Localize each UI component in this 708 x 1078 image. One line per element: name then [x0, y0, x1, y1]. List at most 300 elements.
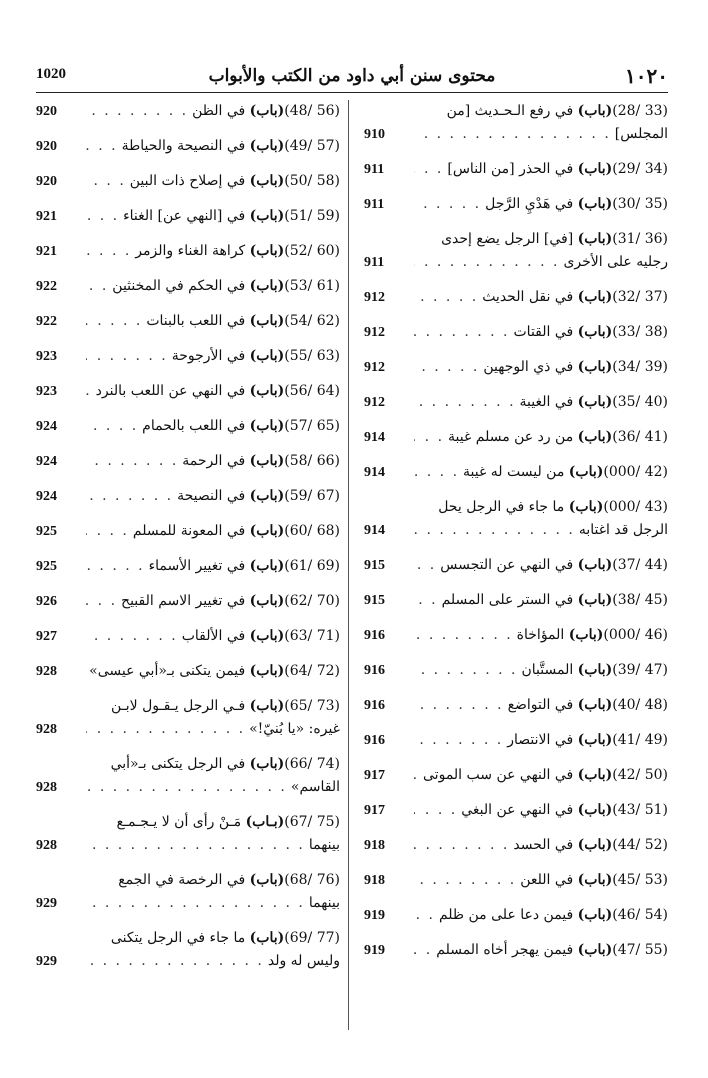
toc-entry-text: [483, 356, 668, 379]
chapter-title: في التواضع: [507, 697, 574, 713]
chapter-number: (30/ 35): [612, 196, 668, 212]
chapter-number: (32/ 37): [612, 289, 668, 305]
toc-entry: [364, 799, 668, 822]
toc-entry-line: [86, 892, 340, 915]
page-ref: 923: [36, 384, 57, 399]
toc-entry-text: [172, 345, 340, 368]
toc-entry-line: [86, 625, 340, 648]
dot-leader: [86, 135, 122, 158]
toc-entry-text: [461, 799, 668, 822]
page-ref: 929: [36, 954, 57, 969]
toc-entry-text: [309, 892, 340, 915]
toc-entry-line: [414, 391, 668, 414]
page-ref: 912: [364, 290, 385, 305]
bab-label: (باب): [249, 208, 285, 224]
chapter-title: في النهي عن سب الموتى: [423, 767, 574, 783]
toc-entry-line: [86, 380, 340, 403]
chapter-number: (28/ 33): [612, 103, 668, 119]
page-ref: 915: [364, 558, 385, 573]
chapter-number: (52/ 60): [284, 243, 340, 259]
chapter-title: فيمن يتكنى بـ«أبي عيسى»: [89, 663, 246, 679]
toc-entry-line: [414, 496, 668, 519]
chapter-title: في [النهي عن] الغناء: [123, 208, 246, 224]
toc-entry: [36, 205, 340, 228]
dot-leader: [414, 426, 448, 449]
toc-entry-line: [86, 927, 340, 950]
chapter-number: (36/ 41): [612, 429, 668, 445]
toc-entry: [36, 927, 340, 973]
dot-leader: [414, 939, 436, 962]
toc-entry-line: [86, 450, 340, 473]
dot-leader: [414, 286, 482, 309]
toc-entry: [36, 170, 340, 193]
chapter-number: (60/ 68): [284, 523, 340, 539]
chapter-number: (57/ 65): [284, 418, 340, 434]
chapter-title: في القتات: [513, 324, 574, 340]
toc-entry: [364, 228, 668, 274]
toc-entry: [36, 100, 340, 123]
chapter-title: في الظن: [192, 103, 246, 119]
chapter-title: في الحذر [من الناس]: [447, 161, 574, 177]
toc-entry-line: [414, 251, 668, 274]
dot-leader: [86, 718, 249, 741]
bab-label: (باب): [249, 173, 285, 189]
bab-label: (باب): [577, 557, 613, 573]
toc-entry-text: [133, 520, 340, 543]
page-ref: 928: [36, 838, 57, 853]
page-ref: 916: [364, 628, 385, 643]
dot-leader: [86, 415, 142, 438]
bab-label: (باب): [577, 592, 613, 608]
page-ref: 919: [364, 943, 385, 958]
chapter-number: (62/ 70): [284, 593, 340, 609]
chapter-title: [في] الرجل يضع إحدى: [441, 231, 574, 247]
toc-entry: [364, 554, 668, 577]
toc-entry: [364, 624, 668, 647]
dot-leader: [86, 590, 121, 613]
toc-entry-line: [414, 624, 668, 647]
toc-entry-line: [86, 695, 340, 718]
toc-entry: [364, 904, 668, 927]
bab-label: (باب): [577, 394, 613, 410]
bab-label: (باب): [577, 324, 613, 340]
toc-entry: [364, 158, 668, 181]
toc-entry-line: [414, 869, 668, 892]
toc-entry: [364, 461, 668, 484]
toc-entry-text: [89, 660, 340, 683]
toc-entry-line: [86, 520, 340, 543]
dot-leader: [86, 660, 89, 683]
page-ref: 925: [36, 559, 57, 574]
toc-entry-text: [121, 590, 340, 613]
chapter-title: في المعونة للمسلم: [132, 523, 246, 539]
toc-entry-line: [414, 321, 668, 344]
chapter-number: (46/ 54): [612, 907, 668, 923]
chapter-title: في الرجل يتكنى بـ«أبي: [110, 756, 246, 772]
bab-label: (باب): [577, 161, 613, 177]
toc-entry-text: [579, 519, 668, 542]
chapter-number: (45/ 53): [612, 872, 668, 888]
chapter-number: (33/ 38): [612, 324, 668, 340]
toc-entry: [36, 275, 340, 298]
toc-entry-line: [86, 811, 340, 834]
dot-leader: [414, 554, 440, 577]
toc-entry-text: [448, 426, 668, 449]
toc-entry: [364, 939, 668, 962]
toc-entry-line: [86, 718, 340, 741]
chapter-title: المستَّبان: [521, 662, 574, 678]
bab-label: (باب): [577, 103, 613, 119]
toc-entry: [364, 694, 668, 717]
toc-entry: [364, 496, 668, 542]
dot-leader: [414, 799, 461, 822]
page-ref: 912: [364, 395, 385, 410]
toc-entry-line: [414, 694, 668, 717]
chapter-title: من رد عن مسلم غيبة: [448, 429, 574, 445]
chapter-title: في إصلاح ذات البين: [129, 173, 246, 189]
chapter-title: القاسم»: [290, 779, 340, 795]
dot-leader: [414, 519, 579, 542]
bab-label: (باب): [249, 313, 285, 329]
toc-entry-text: [563, 251, 668, 274]
chapter-title: رجليه على الأخرى: [563, 254, 668, 270]
page-number-arabic: ١٠٢٠: [625, 64, 668, 88]
toc-entry: [36, 310, 340, 333]
chapter-title: في تغيير الاسم القبيح: [121, 593, 246, 609]
dot-leader: [414, 624, 517, 647]
chapter-title: غيره: «يا بُنيّ!»: [249, 721, 340, 737]
chapter-title: في تغيير الأسماء: [148, 558, 246, 574]
toc-entry: [364, 729, 668, 752]
toc-entry-text: [508, 694, 668, 717]
chapter-title: في النهي عن اللعب بالنرد: [95, 383, 246, 399]
toc-entry: [36, 555, 340, 578]
chapter-number: (41/ 49): [612, 732, 668, 748]
chapter-title: ما جاء في الرجل يحل: [438, 499, 565, 515]
toc-entry-line: [86, 135, 340, 158]
chapter-number: (29/ 34): [612, 161, 668, 177]
toc-entry-text: [520, 869, 668, 892]
chapter-number: (48/ 56): [284, 103, 340, 119]
toc-entry: [36, 753, 340, 799]
page-title: محتوى سنن أبي داود من الكتب والأبواب: [208, 66, 496, 86]
page-ref: 921: [36, 244, 57, 259]
dot-leader: [86, 520, 133, 543]
toc-entry-text: [517, 624, 668, 647]
toc-entry-line: [414, 834, 668, 857]
chapter-number: (50/ 58): [284, 173, 340, 189]
toc-entry: [364, 426, 668, 449]
bab-label: (باب): [249, 138, 285, 154]
dot-leader: [414, 834, 513, 857]
toc-entry: [364, 764, 668, 787]
toc-entry-line: [414, 799, 668, 822]
chapter-number: (65/ 73): [284, 698, 340, 714]
chapter-title: في النهي عن التجسس: [440, 557, 574, 573]
bab-label: (باب): [577, 872, 613, 888]
dot-leader: [414, 123, 615, 146]
page-ref: 926: [36, 594, 57, 609]
bab-label: (باب): [568, 627, 604, 643]
toc-entry-line: [86, 100, 340, 123]
toc-entry-text: [177, 485, 340, 508]
chapter-title: من ليست له غيبة: [463, 464, 565, 480]
toc-entry-line: [414, 123, 668, 146]
bab-label: (باب): [249, 756, 285, 772]
bab-label: (باب): [249, 453, 285, 469]
toc-entry: [36, 345, 340, 368]
toc-entry-line: [414, 939, 668, 962]
toc-entry-text: [442, 589, 668, 612]
toc-entry-line: [414, 764, 668, 787]
toc-entry: [36, 135, 340, 158]
page-ref: 917: [364, 803, 385, 818]
chapter-number: (54/ 62): [284, 313, 340, 329]
toc-entry: [364, 391, 668, 414]
bab-label: (باب): [577, 802, 613, 818]
chapter-number: (000/ 46): [603, 627, 668, 643]
toc-entry-text: [423, 764, 668, 787]
page-ref: 911: [364, 197, 385, 212]
toc-entry-line: [414, 904, 668, 927]
chapter-title: وليس له ولد: [267, 953, 340, 969]
page-ref: 912: [364, 325, 385, 340]
chapter-title: ما جاء في الرجل يتكنى: [110, 930, 246, 946]
chapter-title: في الرحمة: [182, 453, 246, 469]
page-ref: 924: [36, 419, 57, 434]
bab-label: (باب): [249, 663, 285, 679]
toc-entry: [364, 356, 668, 379]
page-ref: 927: [36, 629, 57, 644]
page-ref: 918: [364, 873, 385, 888]
bab-label: (باب): [577, 289, 613, 305]
toc-entry: [36, 450, 340, 473]
page-ref: 923: [36, 349, 57, 364]
chapter-number: (31/ 36): [612, 231, 668, 247]
toc-entry-text: [309, 834, 340, 857]
toc-entry-text: [513, 834, 668, 857]
chapter-number: (34/ 39): [612, 359, 668, 375]
page-ref: 912: [364, 360, 385, 375]
toc-entry-text: [118, 872, 340, 888]
page-ref: 916: [364, 698, 385, 713]
toc-entry: [364, 321, 668, 344]
bab-label: (باب): [577, 662, 613, 678]
toc-entry-text: [441, 231, 668, 247]
page-ref: 918: [364, 838, 385, 853]
toc-entry-text: [192, 100, 340, 123]
bab-label: (باب): [249, 243, 285, 259]
toc-entry: [36, 625, 340, 648]
page-ref: 915: [364, 593, 385, 608]
page-ref: 922: [36, 279, 57, 294]
page-ref: 920: [36, 174, 57, 189]
chapter-number: (47/ 55): [612, 942, 668, 958]
bab-label: (باب): [249, 872, 285, 888]
toc-entry-text: [249, 718, 340, 741]
bab-label: (باب): [568, 464, 604, 480]
chapter-number: (56/ 64): [284, 383, 340, 399]
toc-entry-text: [485, 193, 668, 216]
toc-entry-line: [414, 554, 668, 577]
chapter-number: (59/ 67): [284, 488, 340, 504]
chapter-title: في رفع الـحـديث [من: [446, 103, 574, 119]
chapter-number: (66/ 74): [284, 756, 340, 772]
dot-leader: [86, 834, 309, 857]
chapter-title: في النهي عن البغي: [461, 802, 574, 818]
dot-leader: [86, 625, 182, 648]
toc-entry-line: [414, 228, 668, 251]
dot-leader: [86, 485, 177, 508]
page-ref: 924: [36, 454, 57, 469]
bab-label: (باب): [249, 418, 285, 434]
toc-entry-text: [111, 756, 340, 772]
toc-entry: [36, 485, 340, 508]
dot-leader: [414, 589, 442, 612]
bab-label: (باب): [577, 942, 613, 958]
chapter-title: في الستر على المسلم: [441, 592, 574, 608]
page-ref: 928: [36, 664, 57, 679]
toc-entry-line: [414, 659, 668, 682]
chapter-number: (37/ 44): [612, 557, 668, 573]
dot-leader: [414, 729, 507, 752]
page-ref: 922: [36, 314, 57, 329]
bab-label: (باب): [577, 837, 613, 853]
bab-label: (باب): [577, 767, 613, 783]
toc-entry: [364, 100, 668, 146]
chapter-title: في اللعن: [520, 872, 574, 888]
chapter-title: في هَدْيِ الرَّجل: [485, 196, 574, 212]
toc-entry-line: [86, 345, 340, 368]
toc-entry-text: [111, 698, 340, 714]
toc-entry-line: [86, 275, 340, 298]
chapter-title: المجلس]: [614, 126, 668, 142]
toc-entry-text: [447, 158, 668, 181]
chapter-number: (61/ 69): [284, 558, 340, 574]
toc-entry-line: [86, 834, 340, 857]
toc-entry-text: [122, 135, 340, 158]
dot-leader: [86, 950, 268, 973]
toc-entry-line: [86, 485, 340, 508]
bab-label: (باب): [577, 732, 613, 748]
toc-entry-text: [123, 205, 340, 228]
toc-entry: [36, 811, 340, 857]
page-ref: 929: [36, 896, 57, 911]
toc-entry-line: [414, 729, 668, 752]
chapter-title: بينهما: [308, 837, 340, 853]
toc-entry-text: [182, 625, 340, 648]
dot-leader: [414, 461, 463, 484]
toc-entry-line: [414, 356, 668, 379]
toc-entry-text: [615, 123, 668, 146]
toc-entry-line: [414, 519, 668, 542]
dot-leader: [86, 100, 192, 123]
toc-entry: [36, 380, 340, 403]
toc-entry-line: [414, 426, 668, 449]
toc-entry-line: [86, 170, 340, 193]
chapter-number: (64/ 72): [284, 663, 340, 679]
chapter-title: في النصيحة: [177, 488, 246, 504]
page-ref: 911: [364, 162, 385, 177]
toc-entry-line: [86, 205, 340, 228]
chapter-title: في الانتصار: [507, 732, 574, 748]
dot-leader: [414, 694, 508, 717]
chapter-title: في الرخصة في الجمع: [118, 872, 246, 888]
toc-column-right: [364, 100, 668, 974]
bab-label: (باب): [577, 359, 613, 375]
toc-entry-text: [135, 240, 340, 263]
toc-entry: [364, 834, 668, 857]
toc-entry: [364, 869, 668, 892]
dot-leader: [86, 205, 123, 228]
dot-leader: [414, 391, 520, 414]
dot-leader: [414, 158, 447, 181]
bab-label: (باب): [577, 697, 613, 713]
toc-entry: [364, 589, 668, 612]
toc-entry-line: [86, 869, 340, 892]
chapter-number: (58/ 66): [284, 453, 340, 469]
page-ref: 920: [36, 139, 57, 154]
page-ref: 924: [36, 489, 57, 504]
bab-label: (بـاب): [245, 814, 285, 830]
toc-column-left: [36, 100, 340, 985]
dot-leader: [414, 659, 521, 682]
toc-entry-text: [463, 461, 668, 484]
toc-entry: [36, 415, 340, 438]
page-ref: 925: [36, 524, 57, 539]
chapter-title: الرجل قد اغتابه: [578, 522, 668, 538]
dot-leader: [414, 193, 485, 216]
bab-label: (باب): [249, 488, 285, 504]
bab-label: (باب): [249, 103, 285, 119]
toc-entry-text: [268, 950, 340, 973]
page-ref: 928: [36, 722, 57, 737]
chapter-title: كراهة الغناء والزمر: [135, 243, 246, 259]
chapter-number: (67/ 75): [284, 814, 340, 830]
page-ref: 910: [364, 127, 385, 142]
toc-entry-line: [414, 193, 668, 216]
dot-leader: [414, 321, 514, 344]
bab-label: (باب): [249, 383, 285, 399]
chapter-title: بينهما: [308, 895, 340, 911]
chapter-title: المؤاخاة: [516, 627, 565, 643]
chapter-number: (42/ 50): [612, 767, 668, 783]
dot-leader: [86, 310, 146, 333]
dot-leader: [86, 380, 96, 403]
chapter-number: (000/ 43): [603, 499, 668, 515]
chapter-number: (63/ 71): [284, 628, 340, 644]
page-ref: 917: [364, 768, 385, 783]
toc-entry-line: [414, 158, 668, 181]
toc-entry: [36, 590, 340, 613]
bab-label: (باب): [249, 348, 285, 364]
dot-leader: [86, 275, 112, 298]
bab-label: (باب): [249, 628, 285, 644]
toc-entry: [364, 659, 668, 682]
bab-label: (باب): [577, 907, 613, 923]
toc-entry-text: [439, 904, 668, 927]
chapter-title: في الغيبة: [519, 394, 574, 410]
dot-leader: [414, 764, 423, 787]
chapter-number: (000/ 42): [603, 464, 668, 480]
page-ref: 919: [364, 908, 385, 923]
dot-leader: [414, 904, 439, 927]
toc-entry-line: [86, 753, 340, 776]
toc-entry-line: [86, 660, 340, 683]
toc-entry-line: [86, 555, 340, 578]
page-ref: 911: [364, 255, 385, 270]
toc-entry-text: [111, 930, 340, 946]
